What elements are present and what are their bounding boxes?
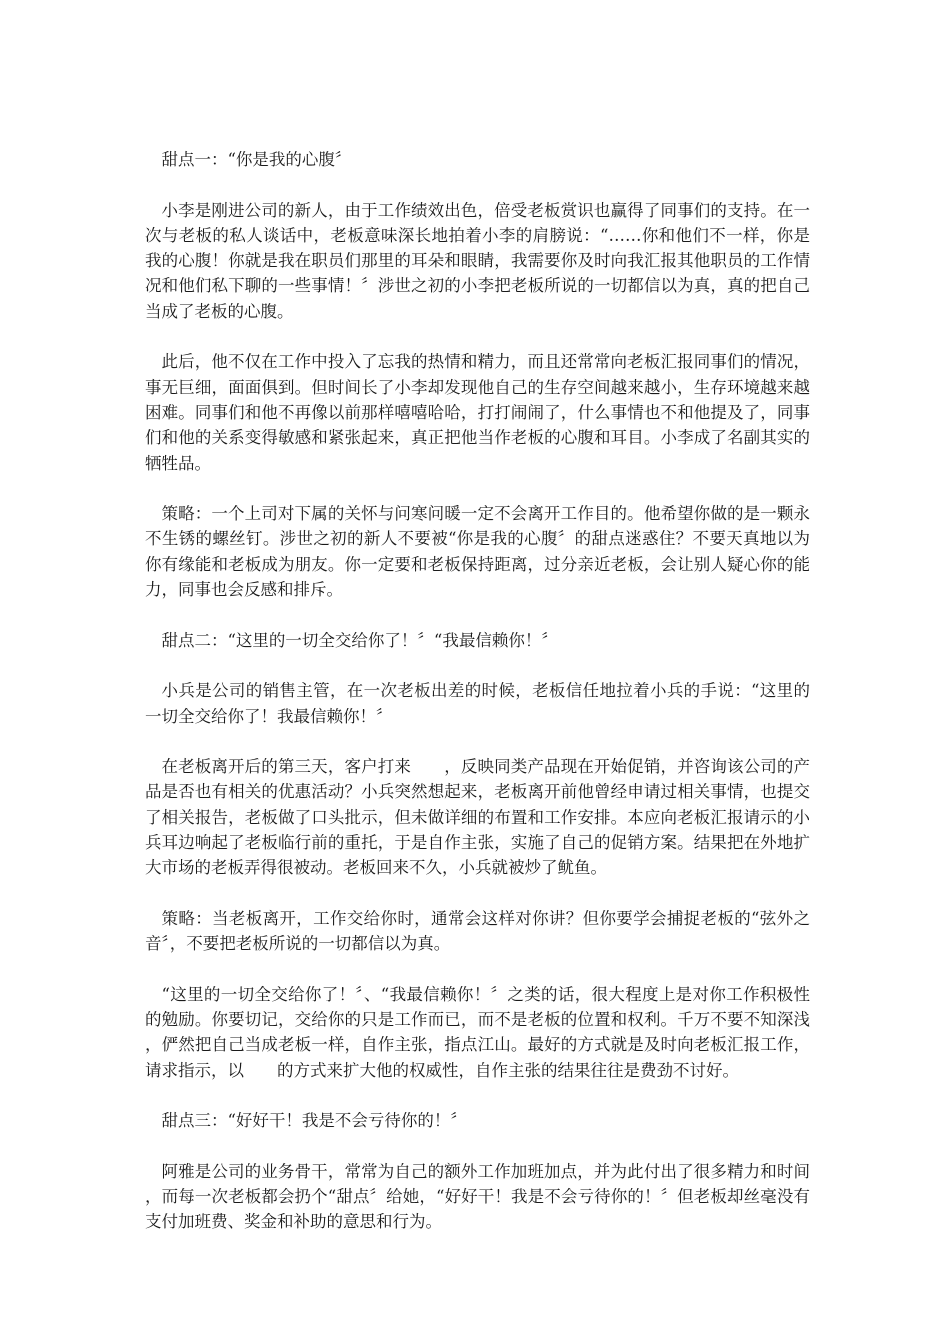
paragraph: 此后，他不仅在工作中投入了忘我的热情和精力，而且还常常向老板汇报同事们的情况，事无巨细，面面俱到。但时间长了小李却发现他自己的生存空间越来越小，生存环境越来越困难。同事们和他不再像以前那样嘻嘻哈哈，打打闹闹了，什么事情也不和他提及了，同事们和他的关系变得敏感和紧张起来，真正把他当作老板的心腹和耳目。小李成了名副其实的牺牲品。 xyxy=(145,352,810,473)
strategy-paragraph: 策略：当老板离开，工作交给你时，通常会这样对你讲？但你要学会捕捉老板的“弦外之音〞，不要把老板所说的一切都信以为真。 xyxy=(145,908,810,954)
paragraph: 阿雅是公司的业务骨干，常常为自己的额外工作加班加点，并为此付出了很多精力和时间，而每一次老板都会扔个“甜点〞给她，“好好干！我是不会亏待你的！〞但老板却丝毫没有支付加班费、奖金和补助的意思和行为。 xyxy=(145,1161,810,1232)
paragraph: 小李是刚进公司的新人，由于工作绩效出色，倍受老板赏识也赢得了同事们的支持。在一次与老板的私人谈话中，老板意味深长地拍着小李的肩膀说：“……你和他们不一样，你是我的心腹！你就是我在职员们那里的耳朵和眼睛，我需要你及时向我汇报其他职员的工作情况和他们私下聊的一些事情！〞涉世之初的小李把老板所说的一切都信以为真，真的把自己当成了老板的心腹。 xyxy=(145,200,810,321)
paragraph: 在老板离开后的第三天，客户打来 ，反映同类产品现在开始促销，并咨询该公司的产品是否也有相关的优惠活动？小兵突然想起来，老板离开前他曾经申请过相关事情，也提交了相关报告，老板做了口头批示，但未做详细的布置和工作安排。本应向老板汇报请示的小兵耳边响起了老板临行前的重托，于是自作主张，实施了自己的促销方案。结果把在外地扩大市场的老板弄得很被动。老板回来不久，小兵就被炒了鱿鱼。 xyxy=(145,757,810,878)
section-heading-3: 甜点三：“好好干！我是不会亏待你的！〞 xyxy=(161,1111,467,1131)
strategy-paragraph: 策略：一个上司对下属的关怀与问寒问暖一定不会离开工作目的。他希望你做的是一颗永不生锈的螺丝钉。涉世之初的新人不要被“你是我的心腹〞的甜点迷惑住？不要天真地以为你有缘能和老板成为朋友。你一定要和老板保持距离，过分亲近老板，会让别人疑心你的能力，同事也会反感和排斥。 xyxy=(145,504,810,600)
paragraph: “这里的一切全交给你了！〞、“我最信赖你！〞之类的话，很大程度上是对你工作积极性的勉励。你要切记，交给你的只是工作而已，而不是老板的位置和权利。千万不要不知深浅，俨然把自己当成老板一样，自作主张，指点江山。最好的方式就是及时向老板汇报工作，请求指示，以 的方式来扩大他的权威性，自作主张的结果往往是费劲不讨好。 xyxy=(145,984,810,1080)
section-heading-1: 甜点一：“你是我的心腹〞 xyxy=(161,150,352,169)
section-heading-2: 甜点二：“这里的一切全交给你了！〞“我最信赖你！〞 xyxy=(161,630,558,650)
document-body xyxy=(145,147,810,1260)
paragraph: 小兵是公司的销售主管，在一次老板出差的时候，老板信任地拉着小兵的手说：“这里的一切全交给你了！我最信赖你！〞 xyxy=(145,681,810,726)
